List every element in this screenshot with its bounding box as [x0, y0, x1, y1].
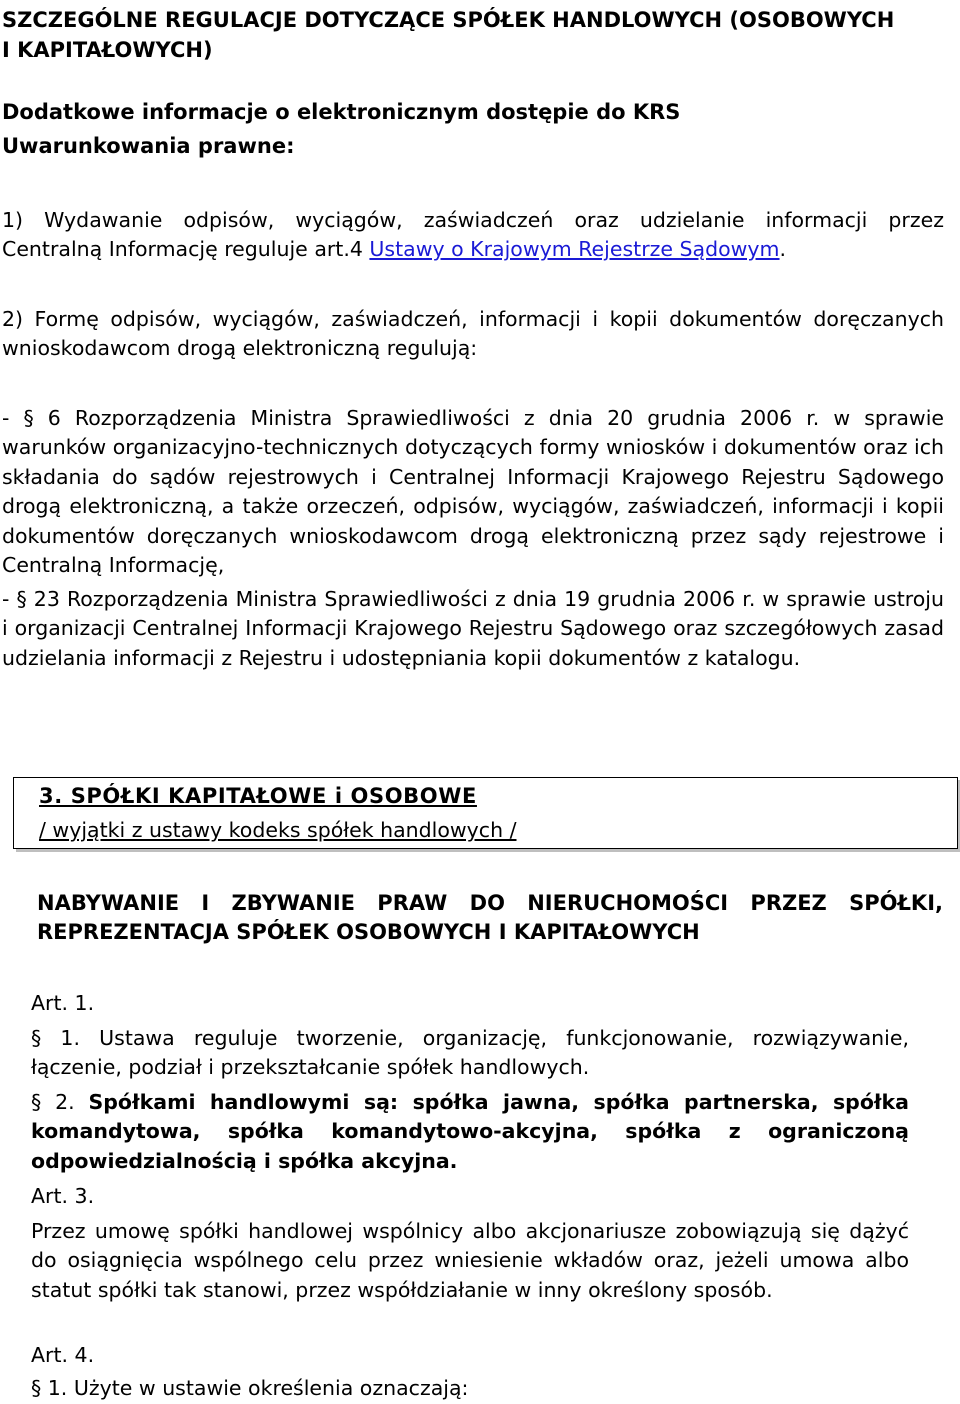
regulation-par6-paragraph: - § 6 Rozporządzenia Ministra Sprawiedliwości z dnia 20 grudnia 2006 r. w sprawie warunków organizacyjno-technicznych dotyczących formy wniosków i dokumentów oraz ich składania do sądów rejestrowych i Centralnej Informacji Krajowego Rejestru Sądowego drogą elektroniczną, a także orzeczeń, odpisów, wyciągów, zaświadczeń, informacji i kopii dokumentów doręczanych wnioskodawcom drogą elektroniczną przez sądy rejestrowe i Centralną Informację, [2, 406, 944, 578]
section-heading-line2: REPREZENTACJA SPÓŁEK OSOBOWYCH I KAPITAŁOWYCH [37, 920, 700, 944]
section-heading-line1: NABYWANIE I ZBYWANIE PRAW DO NIERUCHOMOŚCI PRZEZ SPÓŁKI, [37, 891, 943, 915]
section-box-title: 3. SPÓŁKI KAPITAŁOWE i OSOBOWE [39, 784, 477, 808]
art1-label: Art. 1. [31, 991, 95, 1015]
para1-end: . [779, 237, 787, 261]
para1-text: Centralną Informację reguluje art.4 [2, 237, 370, 261]
art1-par2 [31, 1088, 909, 1176]
section-subtitle-legal: Uwarunkowania prawne: [2, 134, 295, 158]
art3-text: Przez umowę spółki handlowej wspólnicy albo akcjonariusze zobowiązują się dążyć do osiągnięcia wspólnego celu przez wniesienie wkładów oraz, jeżeli umowa albo statut spółki tak stanowi, przez współdziałanie w inny określony sposób. [31, 1219, 909, 1302]
art4-label: Art. 4. [31, 1343, 95, 1367]
art3-label: Art. 3. [31, 1184, 95, 1208]
section-subtitle-krs: Dodatkowe informacje o elektronicznym dostępie do KRS [2, 100, 681, 124]
regulation-par23-paragraph: - § 23 Rozporządzenia Ministra Sprawiedliwości z dnia 19 grudnia 2006 r. w sprawie ustroju i organizacji Centralnej Informacji Krajowego Rejestru Sądowego oraz szczegółowych zasad udzielania informacji z Rejestru i udostępniania kopii dokumentów z katalogu. [2, 587, 944, 670]
art1-par1: § 1. Ustawa reguluje tworzenie, organizację, funkcjonowanie, rozwiązywanie, łączenie, podział i przekształcanie spółek handlowych. [31, 1026, 909, 1080]
para1-line2 [2, 235, 944, 264]
krs-act-link[interactable]: Ustawy o Krajowym Rejestrze Sądowym [369, 237, 780, 261]
para2-line2: wnioskodawcom drogą elektroniczną regulują: [2, 336, 478, 360]
document-title: SZCZEGÓLNE REGULACJE DOTYCZĄCE SPÓŁEK HANDLOWYCH (OSOBOWYCH I KAPITAŁOWYCH) [2, 8, 895, 62]
para2-line1: 2) Formę odpisów, wyciągów, zaświadczeń, informacji i kopii dokumentów doręczanych [2, 307, 944, 331]
art4-text: § 1. Użyte w ustawie określenia oznaczają: [31, 1376, 469, 1400]
art1-par2-prefix: § 2. [31, 1090, 89, 1114]
para1-line1: 1) Wydawanie odpisów, wyciągów, zaświadczeń oraz udzielanie informacji przez [2, 208, 944, 232]
section-box [13, 777, 958, 849]
section-box-subtitle: / wyjątki z ustawy kodeks spółek handlowych / [39, 818, 517, 842]
art1-par2-bold: Spółkami handlowymi są: spółka jawna, spółka partnerska, spółka komandytowa, spółka komandytowo-akcyjna, spółka z ograniczoną odpowiedzialnością i spółka akcyjna. [31, 1090, 909, 1173]
